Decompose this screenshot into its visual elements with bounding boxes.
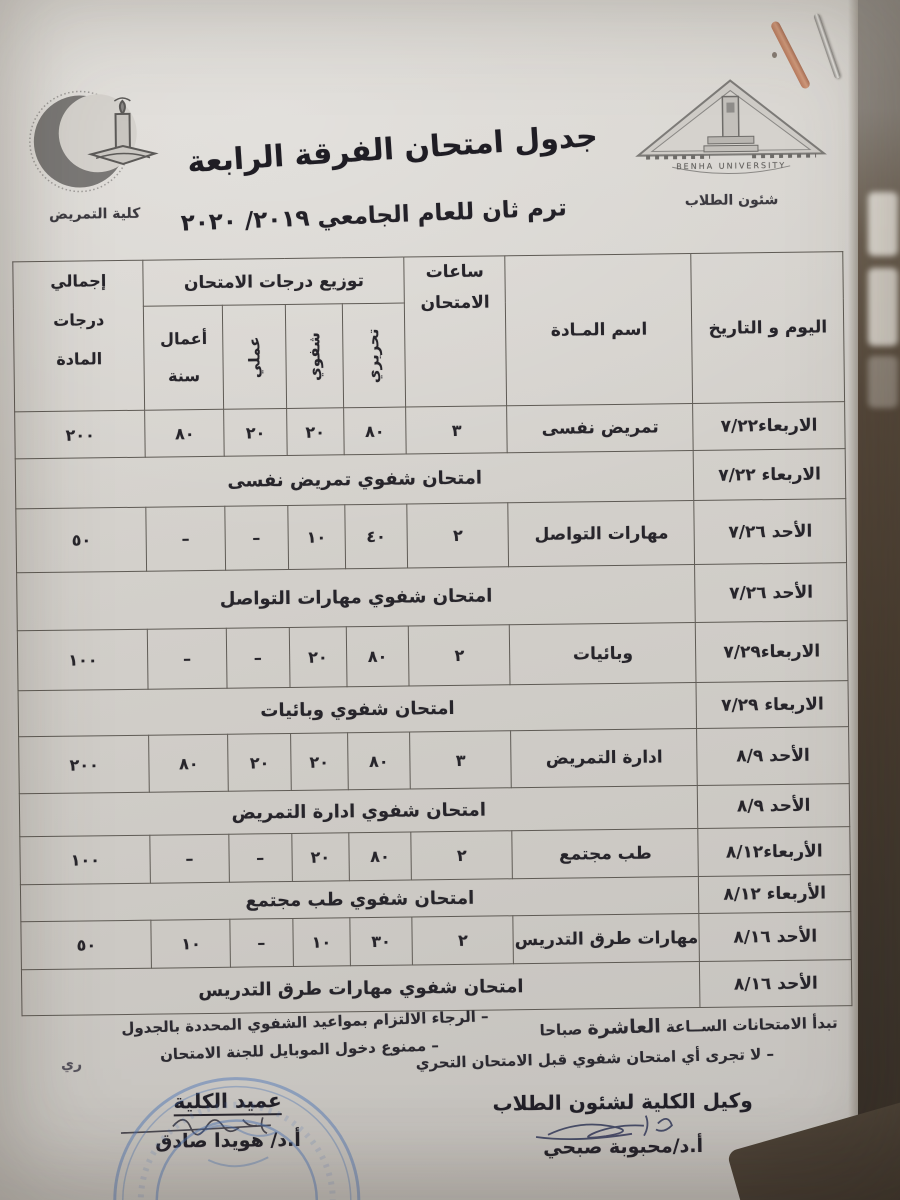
subject-cell: مهارات طرق التدريس xyxy=(513,913,700,963)
subject-cell: وبائيات xyxy=(510,623,697,685)
written-score-cell: ٣٠ xyxy=(349,917,412,966)
header-written: تحريري xyxy=(342,303,406,408)
hours-cell: ٢ xyxy=(407,503,509,568)
hours-cell: ٢ xyxy=(409,625,511,686)
header-oral: شفوي xyxy=(285,304,343,409)
student-affairs-caption: شئون الطلاب xyxy=(684,191,779,210)
header-subject: اسم المـادة xyxy=(505,254,693,406)
day-date-cell: الاربعاء ٧/٢٩ xyxy=(696,681,848,729)
nursing-faculty-caption: كلية التمريض xyxy=(49,205,141,223)
day-date-cell: الاربعاء ٧/٢٢ xyxy=(694,449,846,501)
total-score-cell: ٢٠٠ xyxy=(19,735,150,794)
header-total-grades: إجمالي درجات المادة xyxy=(13,260,145,412)
table-row-oral xyxy=(17,563,848,631)
practical-score-cell: – xyxy=(227,627,290,688)
oral-exam-note-cell: امتحان شفوي طب مجتمع xyxy=(20,876,699,921)
oral-score-cell: ١٠ xyxy=(288,505,345,570)
total-score-cell: ١٠٠ xyxy=(17,629,148,691)
written-score-cell: ٨٠ xyxy=(346,626,409,687)
written-score-cell: ٨٠ xyxy=(343,407,406,455)
yearwork-score-cell: ١٠ xyxy=(151,919,230,968)
official-round-stamp-icon xyxy=(102,1063,384,1200)
oral-score-cell: ٢٠ xyxy=(287,408,344,456)
header-exam-hours: ساعات الامتحان xyxy=(404,256,507,407)
hours-cell: ٣ xyxy=(406,406,508,454)
note-no-oral-before-written: – لا تجرى أي امتحان شفوي قبل الامتحان التحري xyxy=(415,1044,775,1073)
day-date-cell: الاربعاء٧/٢٩ xyxy=(696,621,848,683)
table-row xyxy=(19,727,850,794)
practical-score-cell: – xyxy=(230,918,293,967)
desk-glare xyxy=(868,268,898,346)
oral-score-cell: ١٠ xyxy=(293,918,350,967)
stray-text-fragment: ري xyxy=(61,1056,83,1073)
practical-score-cell: ٢٠ xyxy=(228,733,291,791)
dean-title: عميد الكلية xyxy=(173,1088,282,1116)
day-date-cell: الأحد ٨/٩ xyxy=(698,784,850,829)
exam-table-body xyxy=(15,402,852,1016)
oral-exam-note-cell: امتحان شفوي ادارة التمريض xyxy=(19,785,698,836)
day-date-cell: الأربعاء٨/١٢ xyxy=(698,827,850,877)
written-score-cell: ٨٠ xyxy=(348,832,411,881)
oral-score-cell: ٢٠ xyxy=(291,733,348,791)
practical-score-cell: – xyxy=(229,833,292,882)
start-time-word: العاشرة xyxy=(587,1015,661,1040)
header-year-work: أعمال سنة xyxy=(144,305,224,410)
paper-speck xyxy=(772,52,777,58)
day-date-cell: الأربعاء ٨/١٢ xyxy=(699,875,851,914)
yearwork-score-cell: – xyxy=(150,834,229,883)
crescent-lamp-book-icon xyxy=(15,87,198,201)
university-logo xyxy=(631,73,831,209)
yearwork-score-cell: ٨٠ xyxy=(145,409,224,457)
header-day-date: اليوم و التاريخ xyxy=(691,252,844,404)
desk-glare xyxy=(868,192,898,256)
hours-cell: ٢ xyxy=(412,916,514,965)
table-row-oral xyxy=(21,960,852,1016)
exam-schedule-table xyxy=(12,251,852,1016)
day-date-cell: الاربعاء٧/٢٢ xyxy=(693,402,845,451)
note-start-time: تبدأ الامتحانات الســاعة العاشرة صباحا xyxy=(539,1013,838,1040)
subject-cell: تمريض نفسى xyxy=(507,404,694,453)
oral-score-cell: ٢٠ xyxy=(292,833,349,882)
oral-score-cell: ٢٠ xyxy=(289,627,346,688)
yearwork-score-cell: – xyxy=(146,506,226,571)
page-title: جدول امتحان الفرقة الرابعة xyxy=(186,118,599,181)
header-practical: عملي xyxy=(223,304,287,409)
yearwork-score-cell: ٨٠ xyxy=(149,734,229,792)
total-score-cell: ٥٠ xyxy=(21,920,152,970)
day-date-cell: الأحد ٧/٢٦ xyxy=(695,563,847,623)
practical-score-cell: – xyxy=(225,505,288,570)
total-score-cell: ٥٠ xyxy=(16,507,147,573)
desk-glare xyxy=(868,356,898,408)
day-date-cell: الأحد ٧/٢٦ xyxy=(694,499,846,565)
yearwork-score-cell: – xyxy=(148,628,228,689)
subject-cell: مهارات التواصل xyxy=(508,501,695,567)
oral-exam-note-cell: امتحان شفوي تمريض نفسى xyxy=(15,451,694,509)
hours-cell: ٣ xyxy=(410,731,512,789)
table-row xyxy=(16,499,847,573)
day-date-cell: الأحد ٨/١٦ xyxy=(699,912,851,962)
pyramid-tower-icon xyxy=(631,73,830,183)
vice-dean-signature-block xyxy=(477,1088,768,1160)
hours-cell: ٢ xyxy=(411,831,513,880)
day-date-cell: الأحد ٨/٩ xyxy=(697,727,849,786)
table-header xyxy=(13,252,845,412)
subject-cell: طب مجتمع xyxy=(512,828,699,878)
written-score-cell: ٤٠ xyxy=(344,504,407,569)
notes-left-column xyxy=(77,1007,490,1064)
subject-cell: ادارة التمريض xyxy=(511,729,698,788)
note-adhere-times: – الرجاء الالتزام بمواعيد الشفوي المحددة بالجدول xyxy=(121,1007,489,1038)
header-grade-distribution: توزيع درجات الامتحان xyxy=(143,257,404,306)
oral-exam-note-cell: امتحان شفوي مهارات التواصل xyxy=(17,565,696,631)
page-subtitle: ترم ثان للعام الجامعي ٢٠١٩/ ٢٠٢٠ xyxy=(180,195,568,237)
dean-name: أ.د/ هويدا صادق xyxy=(155,1128,301,1153)
total-score-cell: ٢٠٠ xyxy=(15,410,146,459)
notes-right-column xyxy=(415,1013,839,1073)
vice-dean-title: وكيل الكلية لشئون الطلاب xyxy=(492,1088,753,1116)
desk-surface xyxy=(858,0,900,1200)
university-name-label: BENHA UNIVERSITY xyxy=(676,160,787,172)
nursing-faculty-logo xyxy=(15,87,199,223)
oral-exam-note-cell: امتحان شفوي مهارات طرق التدريس xyxy=(21,961,700,1015)
practical-score-cell: ٢٠ xyxy=(224,408,287,456)
written-score-cell: ٨٠ xyxy=(347,732,410,790)
note-no-mobile: – ممنوع دخول الموبايل للجنة الامتحان xyxy=(159,1036,440,1064)
oral-exam-note-cell: امتحان شفوي وبائيات xyxy=(18,683,697,737)
vice-dean-name: أ.د/محبوبة صبحي xyxy=(543,1134,704,1159)
total-score-cell: ١٠٠ xyxy=(20,835,151,885)
day-date-cell: الأحد ٨/١٦ xyxy=(700,960,852,1008)
table-row xyxy=(17,621,848,691)
